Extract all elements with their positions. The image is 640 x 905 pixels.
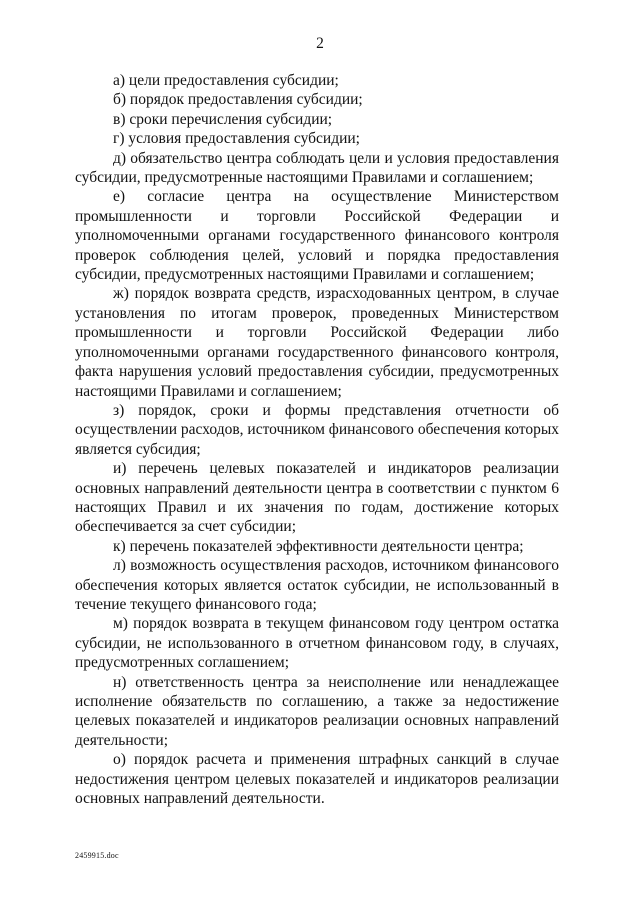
list-item-i: и) перечень целевых показателей и индикаторов реализации основных направлений деятельности центра в соответствии с пунктом 6 настоящих Правил и их значения по годам, достижение которых обеспечивается за счет субсидии;	[75, 460, 559, 536]
list-item-l: л) возможность осуществления расходов, источником финансового обеспечения которых является остаток субсидии, не использованный в течение текущего финансового года;	[75, 557, 559, 613]
page-number: 2	[316, 35, 324, 52]
list-item-b: б) порядок предоставления субсидии;	[113, 91, 363, 109]
list-item-d: д) обязательство центра соблюдать цели и условия предоставления субсидии, предусмотренные настоящими Правилами и соглашением;	[75, 149, 559, 187]
list-item-zh: ж) порядок возврата средств, израсходованных центром, в случае установления по итогам проверок, проведенных Министерством промышленности и торговли Российской Федерации либо уполномоченными органами государственного финансового контроля, факта нарушения условий предоставления субсидии, предусмотренных настоящими Правилами и соглашением;	[75, 285, 559, 400]
document-file-code: 2459915.doc	[75, 851, 119, 860]
list-item-o: о) порядок расчета и применения штрафных санкций в случае недостижения центром целевых показателей и индикаторов реализации основных направлений деятельности.	[75, 751, 559, 808]
list-item-z: з) порядок, сроки и формы представления отчетности об осуществлении расходов, источником финансового обеспечения которых является субсидия;	[75, 401, 559, 458]
list-item-m: м) порядок возврата в текущем финансовом году центром остатка субсидии, не использованного в отчетном финансовом году, в случаях, предусмотренных соглашением;	[75, 615, 559, 672]
list-item-e: е) согласие центра на осуществление Министерством промышленности и торговли Российской Федерации и уполномоченными органами государственного финансового контроля проверок соблюдения целей, условий и порядка предоставления субсидии, предусмотренных настоящими Правилами и соглашением;	[75, 188, 559, 284]
list-item-g: г) условия предоставления субсидии;	[113, 130, 360, 148]
list-item-k: к) перечень показателей эффективности деятельности центра;	[113, 537, 524, 555]
list-item-a: а) цели предоставления субсидии;	[113, 72, 339, 89]
list-item-n: н) ответственность центра за неисполнение или ненадлежащее исполнение обязательств по соглашению, а также за недостижение целевых показателей и индикаторов реализации основных направлений деятельности;	[75, 673, 559, 749]
list-item-v: в) сроки перечисления субсидии;	[113, 110, 333, 128]
document-body	[75, 71, 559, 808]
